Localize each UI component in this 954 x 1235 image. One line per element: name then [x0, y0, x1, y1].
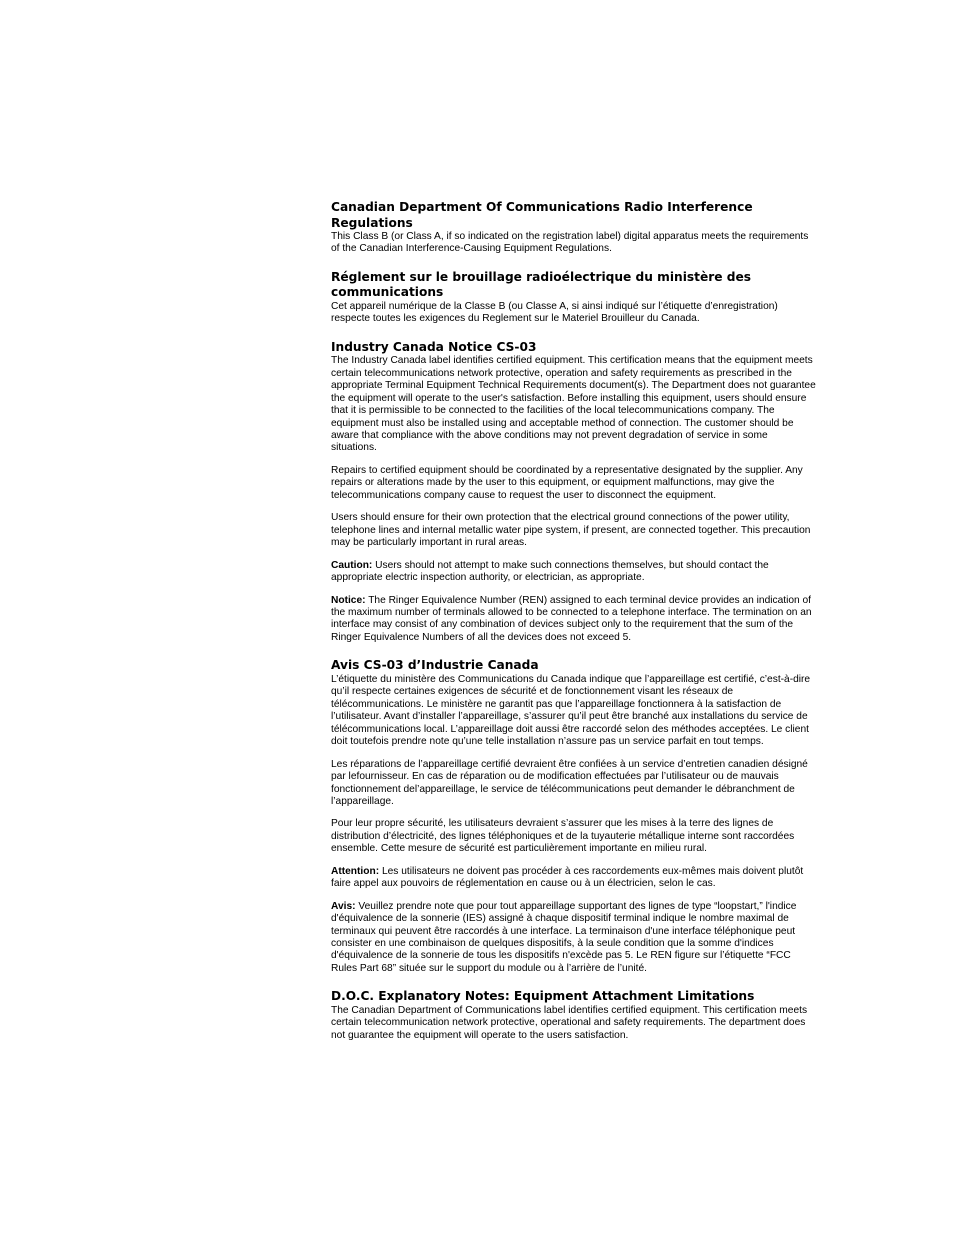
paragraph	[331, 301, 816, 326]
paragraph-lead: Attention:	[331, 865, 380, 877]
paragraph-lead: Notice:	[331, 594, 366, 606]
paragraph	[331, 231, 816, 256]
section-title: Réglement sur le brouillage radioélectrique du ministère des communications	[331, 269, 752, 300]
section-title: Avis CS-03 d’Industrie Canada	[331, 658, 539, 673]
caution-paragraph	[331, 560, 816, 585]
paragraph	[331, 1005, 816, 1042]
section-title: D.O.C. Explanatory Notes: Equipment Attachment Limitations	[331, 989, 755, 1004]
paragraph-text: Users should not attempt to make such connections themselves, but should contact the appropriate electric inspection authority, or electrician, as appropriate.	[331, 559, 769, 584]
paragraph-text: The Canadian Department of Communications label identifies certified equipment. This certification meets certain telecommunication network protective, operational and safety requirements. The department does not guarantee the equipment will operate to the users satisfaction.	[331, 1004, 808, 1041]
section-doc-explanatory-notes	[331, 989, 816, 1042]
attention-paragraph	[331, 866, 816, 891]
paragraph-text: Les utilisateurs ne doivent pas procéder à ces raccordements eux-mêmes mais doivent plutôt faire appel aux pouvoirs de réglementation en cause ou à un électricien, selon le cas.	[331, 865, 804, 890]
paragraph	[331, 759, 816, 809]
paragraph	[331, 355, 816, 455]
paragraph-text: Pour leur propre sécurité, les utilisateurs devraient s’assurer que les mises à la terre des lignes de distribution d’électricité, des lignes téléphoniques et de la tuyauterie métallique interne sont raccordées ensemble. Cette mesure de sécurité est particulièrement importante en milieu rural.	[331, 818, 795, 855]
paragraph-lead: Avis:	[331, 900, 356, 912]
paragraph-text: Cet appareil numérique de la Classe B (ou Classe A, si ainsi indiqué sur l’étiquette d’enregistration) respecte toutes les exigences du Reglement sur le Materiel Brouilleur du Canada.	[331, 300, 778, 325]
paragraph-text: Veuillez prendre note que pour tout appareillage supportant des lignes de type “loopstart,” l'indice d'équivalence de la sonnerie (IES) assigné à chaque dispositif terminal indique le nombre maximal de terminaux qui peuvent être raccordés à une interface. La terminaison d'une interface téléphonique peut consister en une combinaison de quelques dispositifs, à la seule condition que la somme d'indices d'équivalence de la sonnerie de tous les dispositifs n'excède pas 5. Le REN figure sur l’étiquette “FCC Rules Part 68” située sur le support du module ou à l’arrière de l’unité.	[331, 900, 797, 974]
paragraph	[331, 818, 816, 855]
paragraph-text: L’étiquette du ministère des Communications du Canada indique que l’appareillage est certifié, c’est-à-dire qu’il respecte certaines exigences de sécurité et de fonctionnement visant les réseaux de télécommunications. Le ministère ne garantit pas que l’appareillage fonctionnera à la satisfaction de l’utilisateur. Avant d’installer l’appareillage, s’assurer qu’il peut être branché aux installations du service de télécommunications local. L’appareillage doit aussi être raccordé selon des méthodes acceptées. Le client doit toutefois prendre note qu’une telle installation n’assure pas un service parfait en tout temps.	[331, 673, 811, 748]
paragraph	[331, 465, 816, 502]
paragraph-text: This Class B (or Class A, if so indicated on the registration label) digital apparatus meets the requirements of the Canadian Interference-Causing Equipment Regulations.	[331, 231, 809, 255]
paragraph-text: Users should ensure for their own protection that the electrical ground connections of the power utility, telephone lines and internal metallic water pipe system, if present, are connected together. This precaution may be particularly important in rural areas.	[331, 512, 811, 549]
paragraph	[331, 512, 816, 549]
section-avis-industrie-canada	[331, 658, 816, 975]
section-title: Industry Canada Notice CS-03	[331, 339, 537, 354]
document-body	[331, 200, 816, 1056]
paragraph-lead: Caution:	[331, 559, 373, 571]
notice-paragraph	[331, 595, 816, 645]
paragraph	[331, 674, 816, 749]
avis-paragraph	[331, 901, 816, 976]
section-reglement-brouillage	[331, 270, 816, 326]
section-industry-canada-notice	[331, 340, 816, 645]
paragraph-text: The Ringer Equivalence Number (REN) assigned to each terminal device provides an indication of the maximum number of terminals allowed to be connected to a telephone interface. The termination on an interface may consist of any combination of devices subject only to the requirement that the sum of the Ringer Equivalence Numbers of all the devices does not exceed 5.	[331, 594, 812, 643]
paragraph-text: Les réparations de l’appareillage certifié devraient être confiées à un service d’entretien canadien désigné par lefournisseur. En cas de réparation ou de modification effectuées par l’utilisateur ou de mauvais fonctionnement del’appareillage, le service de télécommunications peut demander le débranchment de l’appareillage.	[331, 758, 808, 807]
section-canadian-radio-interference	[331, 200, 816, 256]
paragraph-text: Repairs to certified equipment should be coordinated by a representative designated by the supplier. Any repairs or alterations made by the user to this equipment, or equipment malfunctions, may give the telecommunications company cause to request the user to disconnect the equipment.	[331, 464, 803, 501]
paragraph-text: The Industry Canada label identifies certified equipment. This certification means that the equipment meets certain telecommunications network protective, operation and safety requirements as prescribed in the appropriate Terminal Equipment Technical Requirements document(s). The Department does not guarantee the equipment will operate to the user's satisfaction. Before installing this equipment, users should ensure that it is permissible to be connected to the facilities of the local telecommunications company. The equipment must also be installed using and acceptable method of connection. The customer should be aware that compliance with the above conditions may not prevent degradation of service in some situations.	[331, 355, 816, 454]
section-title: Canadian Department Of Communications Radio Interference Regulations	[331, 200, 753, 230]
